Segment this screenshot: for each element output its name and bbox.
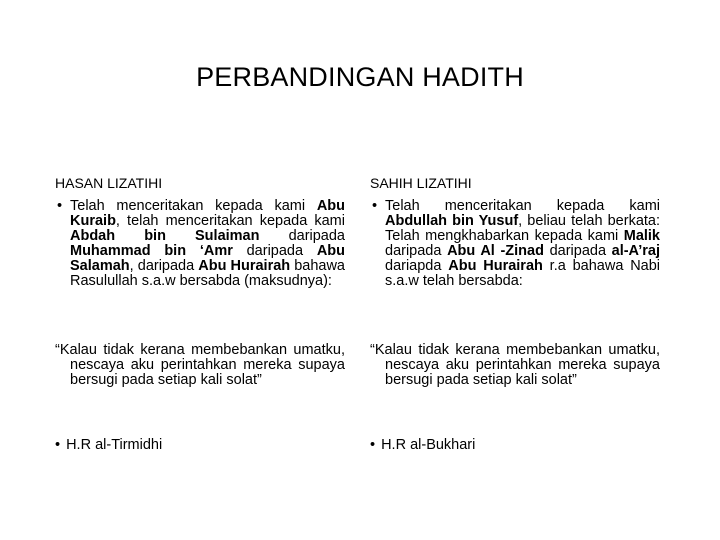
narration-segment: Telah menceritakan kepada kami bbox=[385, 198, 660, 214]
narration-paragraph bbox=[55, 199, 345, 289]
page-title: PERBANDINGAN HADITH bbox=[196, 62, 524, 92]
narration-segment: daripada bbox=[385, 243, 448, 259]
hadith-quote-text: “Kalau tidak kerana membebankan umatku, nescaya aku perintahkan mereka supaya bersugi pada setiap kali solat” bbox=[370, 342, 660, 388]
hadith-quote-left bbox=[55, 343, 345, 388]
narrator-name: Abu Hurairah bbox=[448, 258, 543, 274]
narrator-name: Abu Kuraib bbox=[70, 198, 345, 229]
narration-segment: r.a bahawa Nabi s.a.w telah bersabda: bbox=[385, 258, 661, 289]
narrator-name: Abu Al -Zinad bbox=[447, 243, 544, 259]
column-heading: HASAN LIZATIHI bbox=[55, 175, 163, 191]
bullet-icon: • bbox=[372, 198, 378, 214]
bullet-icon: • bbox=[57, 198, 63, 214]
narration-segment: Telah menceritakan kepada kami bbox=[70, 198, 317, 214]
source-right bbox=[370, 437, 475, 453]
narrator-name: Abdullah bin Yusuf bbox=[385, 213, 519, 229]
bullet-icon: • bbox=[370, 437, 376, 453]
hadith-quote-right bbox=[370, 343, 660, 388]
narrator-name: Malik bbox=[623, 228, 660, 244]
bullet-icon: • bbox=[55, 437, 61, 453]
narrator-name: Abdah bin Sulaiman bbox=[70, 228, 260, 244]
source-text: H.R al-Tirmidhi bbox=[66, 437, 163, 453]
narration-segment: bahawa Rasulullah s.a.w bersabda (maksudnya): bbox=[70, 258, 345, 289]
narrator-name: al-A’raj bbox=[611, 243, 660, 259]
narration-segment: dariapda bbox=[385, 258, 449, 274]
source-left bbox=[55, 437, 162, 453]
source-text: H.R al-Bukhari bbox=[381, 437, 476, 453]
narration-segment: daripada bbox=[232, 243, 317, 259]
narrator-name: Abu Hurairah bbox=[198, 258, 291, 274]
narration-segment: , daripada bbox=[129, 258, 199, 274]
narration-segment: daripada bbox=[259, 228, 346, 244]
column-hasan-lizatihi bbox=[55, 175, 345, 289]
narration-segment: , telah menceritakan kepada kami bbox=[115, 213, 345, 229]
narration-paragraph bbox=[370, 199, 660, 289]
narration-segment: daripada bbox=[543, 243, 612, 259]
narrator-name: Muhammad bin ‘Amr bbox=[70, 243, 233, 259]
column-sahih-lizatihi bbox=[370, 175, 660, 289]
column-heading: SAHIH LIZATIHI bbox=[370, 175, 472, 191]
narration-segment: , beliau telah berkata: Telah mengkhabarkan kepada kami bbox=[385, 213, 660, 244]
narrator-name: Abu Salamah bbox=[70, 243, 345, 274]
hadith-quote-text: “Kalau tidak kerana membebankan umatku, nescaya aku perintahkan mereka supaya bersugi pada setiap kali solat” bbox=[55, 342, 345, 388]
